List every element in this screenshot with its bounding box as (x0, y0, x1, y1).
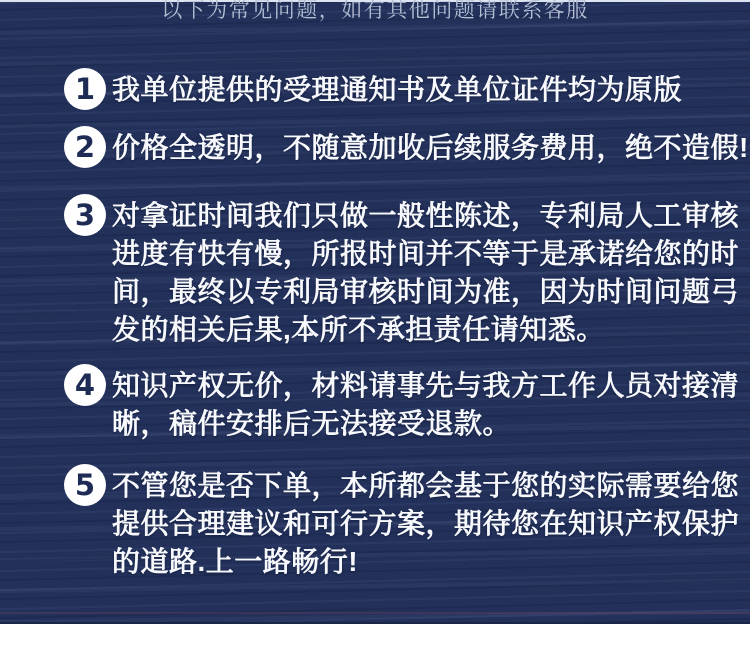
faq-line: 发的相关后果,本所不承担责任请知悉。 (112, 314, 605, 345)
faq-line: 的道路.上一路畅行! (112, 546, 359, 577)
number-badge-4: 4 (64, 364, 106, 406)
faq-line: 进度有快有慢，所报时间并不等于是承诺给您的时 (112, 238, 740, 269)
faq-line: 我单位提供的受理通知书及单位证件均为原版 (112, 74, 683, 105)
number-badge-2: 2 (64, 126, 106, 168)
faq-item-1-text (112, 71, 682, 109)
faq-item-5-text (112, 467, 739, 581)
number-badge-3: 3 (64, 194, 106, 236)
faq-item-3-text (112, 197, 739, 349)
number-badge-1: 1 (64, 68, 106, 110)
faq-line: 晰，稿件安排后无法接受退款。 (112, 408, 512, 439)
faq-line: 价格全透明，不随意加收后续服务费用，绝不造假! (112, 132, 749, 163)
faq-item-3 (64, 197, 739, 349)
faq-item-2-text (112, 129, 749, 167)
number-badge-5: 5 (64, 464, 106, 506)
faq-line: 不管您是否下单，本所都会基于您的实际需要给您 (112, 470, 740, 501)
faq-item-2 (64, 129, 749, 168)
page-bottom-whitespace (0, 624, 750, 663)
faq-line: 间，最终以专利局审核时间为准，因为时间问题弓 (112, 276, 740, 307)
faq-line: 提供合理建议和可行方案，期待您在知识产权保护 (112, 508, 740, 539)
faq-line: 知识产权无价，材料请事先与我方工作人员对接清 (112, 370, 740, 401)
faq-intro-text: 以下为常见问题，如有其他问题请联系客服 (161, 0, 589, 22)
faq-line: 对拿证时间我们只做一般性陈述，专利局人工审核 (112, 200, 740, 231)
faq-item-1 (64, 71, 682, 110)
faq-item-4 (64, 367, 739, 443)
faq-item-5 (64, 467, 739, 581)
faq-item-4-text (112, 367, 739, 443)
